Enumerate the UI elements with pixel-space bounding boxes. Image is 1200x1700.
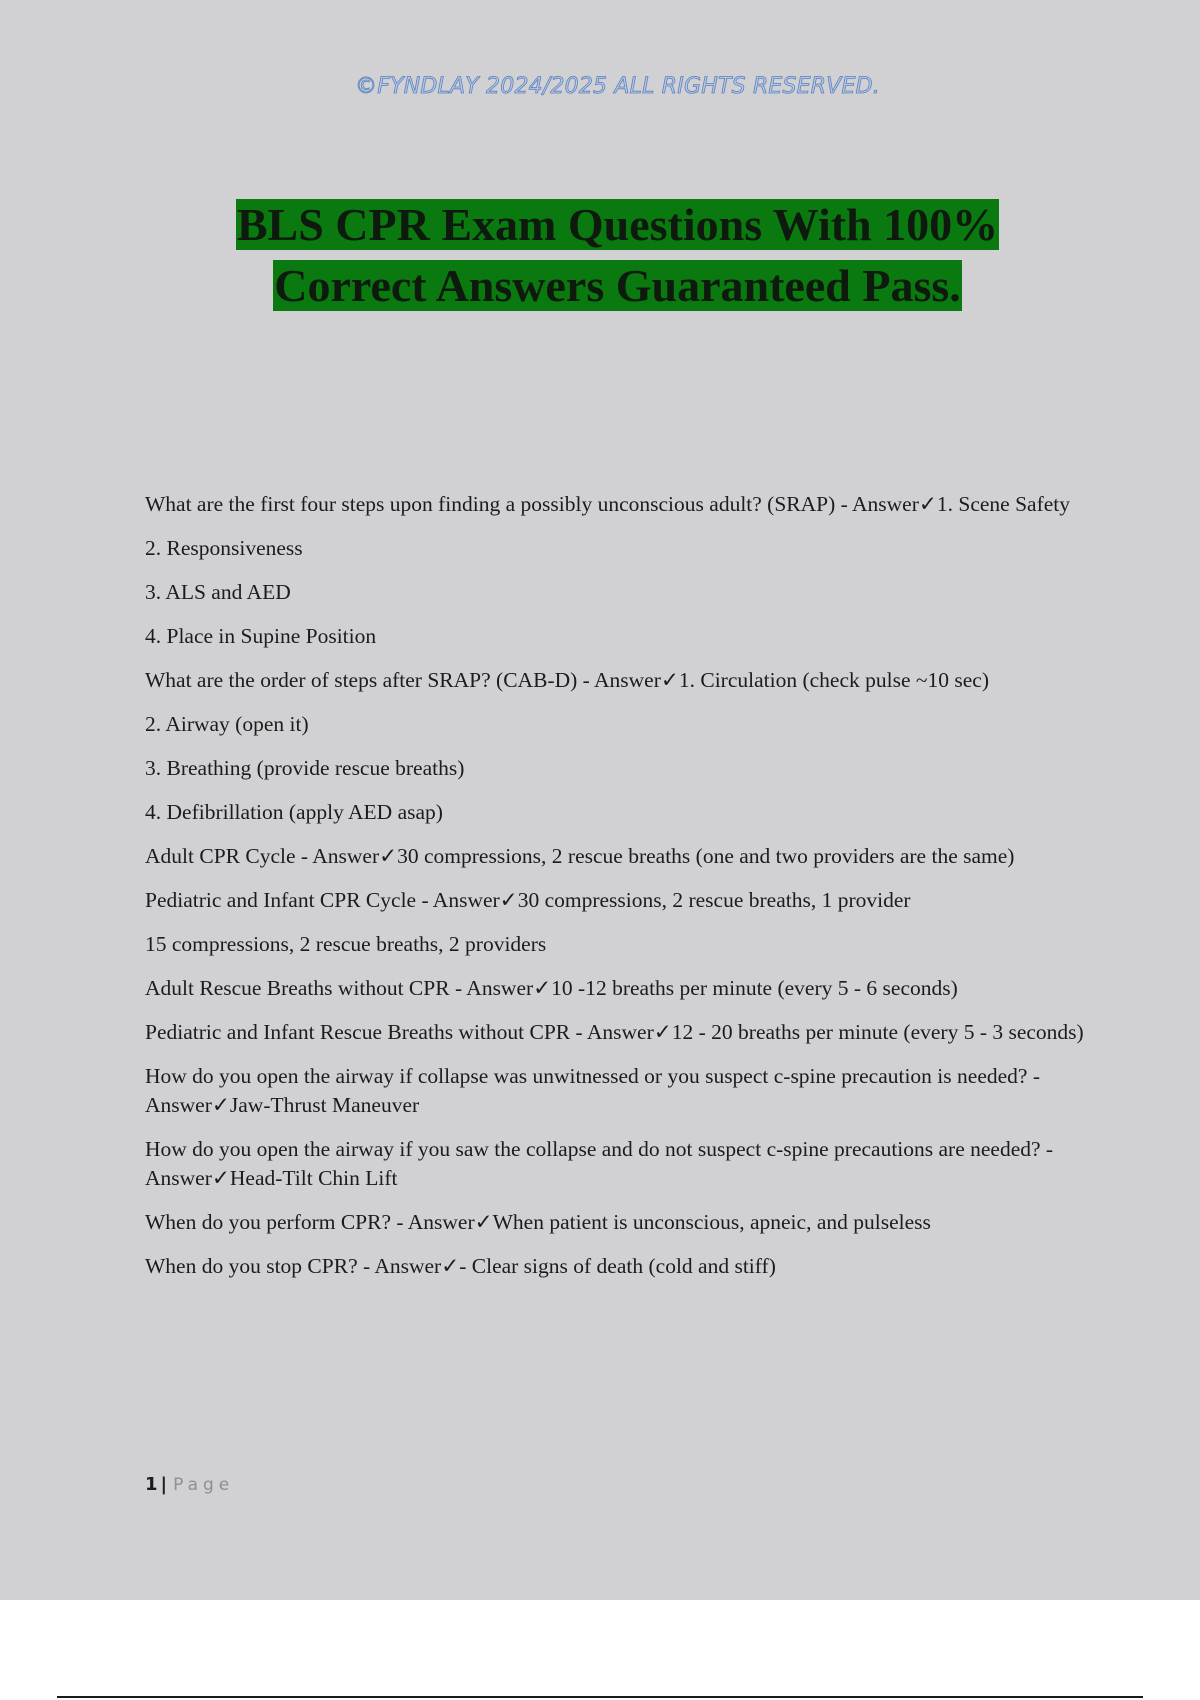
qa-paragraph: Pediatric and Infant CPR Cycle - Answer✓30 compressions, 2 rescue breaths, 1 provider bbox=[145, 888, 911, 912]
page-number: 1 bbox=[145, 1474, 158, 1495]
qa-paragraph: 4. Defibrillation (apply AED asap) bbox=[145, 800, 443, 824]
page-label: Page bbox=[173, 1475, 235, 1495]
qa-paragraph: 4. Place in Supine Position bbox=[145, 624, 377, 648]
qa-paragraph: 3. ALS and AED bbox=[145, 580, 291, 604]
qa-paragraph: 2. Airway (open it) bbox=[145, 712, 309, 736]
qa-paragraph: Adult CPR Cycle - Answer✓30 compressions, 2 rescue breaths (one and two providers are the same) bbox=[145, 844, 1015, 868]
title-line-2: Correct Answers Guaranteed Pass. bbox=[274, 260, 961, 311]
bottom-divider bbox=[57, 1696, 1143, 1698]
document-title bbox=[0, 194, 1200, 316]
qa-paragraph: When do you perform CPR? - Answer✓When patient is unconscious, apneic, and pulseless bbox=[145, 1210, 931, 1234]
qa-content bbox=[145, 490, 1085, 1296]
qa-paragraph: 15 compressions, 2 rescue breaths, 2 providers bbox=[145, 932, 547, 956]
qa-paragraph: 3. Breathing (provide rescue breaths) bbox=[145, 756, 465, 780]
page-footer bbox=[145, 1474, 234, 1495]
copyright-watermark: ©FYNDLAY 2024/2025 ALL RIGHTS RESERVED. bbox=[355, 74, 880, 99]
qa-paragraph: How do you open the airway if you saw the collapse and do not suspect c-spine precautions are needed? - Answer✓Head-Tilt Chin Lift bbox=[145, 1137, 1054, 1190]
page-separator: | bbox=[160, 1474, 168, 1495]
qa-paragraph: When do you stop CPR? - Answer✓- Clear signs of death (cold and stiff) bbox=[145, 1254, 776, 1278]
qa-paragraph: How do you open the airway if collapse was unwitnessed or you suspect c-spine precaution is needed? - Answer✓Jaw-Thrust Maneuver bbox=[145, 1064, 1040, 1117]
title-line-1: BLS CPR Exam Questions With 100% bbox=[236, 199, 999, 250]
qa-paragraph: What are the order of steps after SRAP? (CAB-D) - Answer✓1. Circulation (check pulse ~10 sec) bbox=[145, 668, 990, 692]
qa-paragraph: Pediatric and Infant Rescue Breaths without CPR - Answer✓12 - 20 breaths per minute (every 5 - 3 seconds) bbox=[145, 1020, 1084, 1044]
qa-paragraph: 2. Responsiveness bbox=[145, 536, 303, 560]
qa-paragraph: Adult Rescue Breaths without CPR - Answer✓10 -12 breaths per minute (every 5 - 6 seconds) bbox=[145, 976, 958, 1000]
qa-paragraph: What are the first four steps upon finding a possibly unconscious adult? (SRAP) - Answer✓1. Scene Safety bbox=[145, 492, 1071, 516]
